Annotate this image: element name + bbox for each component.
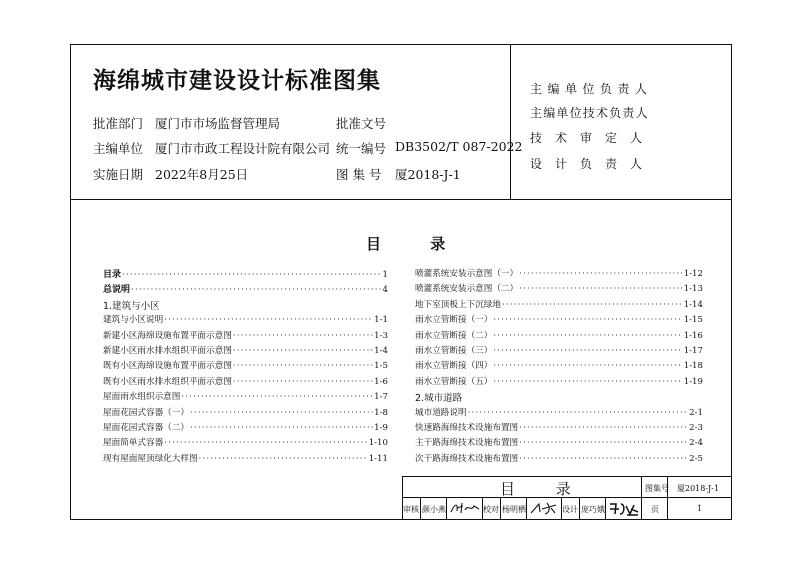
toc-entry-page: 1-3 — [374, 330, 388, 341]
toc-entry — [103, 313, 388, 327]
role-chief-unit-head: 主编单位负责人 — [530, 82, 653, 96]
toc-entry-label: 次干路海绵技术设施布置图 — [415, 453, 519, 464]
title-block-vline — [605, 497, 606, 520]
toc-entry-label: 城市道路说明 — [415, 407, 467, 418]
toc-entry-label: 屋面雨水组织示意图 — [103, 392, 181, 403]
designer-signature — [607, 500, 640, 517]
toc-leader-dots — [164, 315, 373, 325]
toc-entry-label: 总说明 — [103, 285, 131, 296]
code-value: DB3502/T 087-2022 — [395, 139, 523, 154]
toc-entry — [103, 390, 388, 404]
toc-leader-dots — [519, 284, 683, 294]
toc-entry — [103, 452, 388, 466]
toc-entry-page: 1-8 — [374, 407, 388, 418]
toc-entry-label: 快速路海绵技术设施布置图 — [415, 423, 519, 433]
tb-page-value: 1 — [697, 504, 703, 513]
toc-entry-label: 主干路海绵技术设施布置图 — [415, 438, 519, 449]
toc-entry — [103, 267, 388, 281]
toc-entry-label: 喷灌系统安装示意图（一） — [415, 269, 519, 279]
approval-dept-value: 厦门市市场监督管理局 — [155, 116, 281, 131]
toc-entry — [103, 359, 388, 373]
toc-entry — [103, 436, 388, 450]
toc-leader-dots — [233, 331, 373, 341]
title-block-vline — [579, 497, 580, 520]
toc-entry — [415, 344, 703, 358]
toc-entry — [103, 298, 388, 312]
title-block-vline — [526, 497, 527, 520]
code-label: 统一编号 — [336, 141, 387, 156]
date-value: 2022年8月25日 — [155, 167, 249, 182]
toc-entry-page: 1-10 — [368, 438, 388, 449]
editor-value: 厦门市市政工程设计院有限公司 — [155, 141, 331, 156]
toc-leader-dots — [493, 331, 682, 341]
tb-page-label: 页 — [651, 505, 659, 514]
toc-entry-page: 1-5 — [374, 361, 388, 372]
tb-review-name: 颜小燕 — [422, 505, 446, 514]
toc-leader-dots — [493, 315, 682, 325]
toc-leader-dots — [468, 408, 689, 418]
title-block-vline — [641, 476, 642, 520]
toc-leader-dots — [190, 408, 373, 418]
toc-entry — [415, 421, 703, 435]
checker-signature — [529, 500, 559, 516]
toc-leader-dots — [233, 361, 373, 371]
title-block-vline — [420, 497, 421, 520]
toc-leader-dots — [181, 392, 373, 402]
toc-entry-label: 2.城市道路 — [415, 393, 463, 405]
toc-entry-page: 2-3 — [689, 423, 703, 433]
toc-entry-page: 1-17 — [683, 346, 703, 356]
toc-entry-label: 屋面简单式容器 — [103, 438, 164, 449]
toc-leader-dots — [493, 361, 682, 371]
editor-label: 主编单位 — [93, 141, 144, 156]
toc-entry — [415, 329, 703, 343]
toc-leader-dots — [519, 269, 683, 279]
toc-entry-page: 1-16 — [683, 330, 703, 341]
toc-entry-page: 1-1 — [374, 315, 388, 326]
toc-entry-page: 1-19 — [683, 376, 703, 387]
toc-entry-label: 雨水立管断接（一） — [415, 315, 493, 326]
toc-entry-page: 1-9 — [374, 423, 388, 433]
title-block-vline — [500, 497, 501, 520]
toc-leader-dots — [233, 377, 373, 387]
toc-entry-label: 新建小区海绵设施布置平面示意图 — [103, 330, 232, 341]
approval-doc-label: 批准文号 — [336, 116, 387, 131]
tb-review-label: 审核 — [403, 505, 419, 514]
tb-atlas-value: 厦2018-J-1 — [677, 484, 720, 493]
toc-entry-label: 地下室顶板上下沉绿地 — [415, 299, 501, 310]
tb-design-label: 设计 — [562, 505, 578, 514]
toc-entry-label: 雨水立管断接（四） — [415, 361, 493, 372]
toc-entry — [103, 282, 388, 296]
toc-entry — [103, 421, 388, 435]
toc-entry — [415, 452, 703, 466]
toc-leader-dots — [519, 454, 688, 464]
toc-entry — [415, 282, 703, 296]
toc-entry — [415, 406, 703, 420]
toc-entry-label: 既有小区雨水排水组织平面示意图 — [103, 376, 232, 387]
tb-check-label: 校对 — [483, 505, 499, 514]
approval-dept-label: 批准部门 — [93, 116, 144, 131]
header-divider — [70, 199, 732, 200]
toc-entry — [103, 344, 388, 358]
toc-entry-page: 1-6 — [374, 376, 388, 387]
date-label: 实施日期 — [93, 167, 144, 182]
toc-title: 目 录 — [366, 235, 468, 253]
sheet-title: 目 录 — [500, 480, 589, 498]
toc-entry-page: 4 — [382, 285, 388, 296]
toc-entry-label: 雨水立管断接（五） — [415, 376, 493, 387]
toc-leader-dots — [190, 423, 373, 433]
toc-entry — [415, 390, 703, 404]
toc-entry-page: 1-4 — [374, 346, 388, 356]
toc-leader-dots — [519, 438, 688, 448]
toc-entry-label: 既有小区海绵设施布置平面示意图 — [103, 361, 232, 372]
toc-entry-label: 目录 — [103, 270, 122, 280]
toc-entry-page: 1-12 — [683, 269, 703, 279]
toc-entry-label: 屋面花园式容器（一） — [103, 407, 189, 418]
toc-entry — [103, 406, 388, 420]
toc-leader-dots — [502, 300, 683, 310]
toc-entry — [103, 329, 388, 343]
toc-entry — [103, 375, 388, 389]
atlas-title: 海绵城市建设设计标准图集 — [93, 68, 381, 94]
toc-entry-page: 1-13 — [683, 284, 703, 295]
toc-entry-label: 屋面花园式容器（二） — [103, 423, 189, 433]
toc-entry — [415, 375, 703, 389]
toc-leader-dots — [122, 270, 382, 280]
title-block-vline — [446, 497, 447, 520]
toc-entry-page: 1 — [382, 270, 388, 280]
toc-entry — [415, 298, 703, 312]
toc-entry-label: 新建小区雨水排水组织平面示意图 — [103, 346, 232, 356]
toc-leader-dots — [131, 285, 382, 295]
toc-entry-label: 现有屋面屋顶绿化大样图 — [103, 453, 198, 464]
toc-leader-dots — [233, 346, 373, 356]
tb-atlas-label: 图集号 — [645, 484, 669, 493]
toc-entry-label: 喷灌系统安装示意图（二） — [415, 284, 519, 295]
toc-entry-page: 1-7 — [374, 392, 388, 403]
toc-entry-page: 1-14 — [683, 299, 703, 310]
toc-leader-dots — [164, 438, 368, 448]
toc-entry-page: 2-5 — [689, 453, 703, 464]
toc-entry-label: 雨水立管断接（二） — [415, 330, 493, 341]
tb-check-name: 杨明栖 — [502, 505, 526, 514]
role-chief-tech-head: 主编单位技术负责人 — [530, 106, 649, 120]
header-vertical-divider — [510, 44, 511, 199]
toc-entry-page: 1-15 — [683, 315, 703, 326]
toc-entry — [415, 313, 703, 327]
toc-entry-label: 建筑与小区说明 — [103, 315, 164, 326]
toc-entry-page: 2-1 — [689, 407, 703, 418]
role-design-head: 设计负责人 — [530, 157, 656, 171]
reviewer-signature — [449, 500, 481, 516]
role-tech-reviewer: 技术审定人 — [530, 131, 656, 145]
toc-entry-page: 1-18 — [683, 361, 703, 372]
toc-entry — [415, 436, 703, 450]
toc-leader-dots — [199, 454, 368, 464]
toc-entry — [415, 359, 703, 373]
toc-leader-dots — [493, 377, 682, 387]
toc-entry-page: 1-11 — [368, 453, 388, 464]
tb-design-name: 庞巧娥 — [581, 505, 605, 514]
toc-entry — [415, 267, 703, 281]
toc-entry-label: 1.建筑与小区 — [103, 300, 160, 312]
toc-entry-page: 2-4 — [689, 438, 703, 449]
toc-leader-dots — [493, 346, 682, 356]
atlas-number-value: 厦2018-J-1 — [395, 167, 461, 182]
toc-entry-label: 雨水立管断接（三） — [415, 346, 493, 356]
toc-leader-dots — [519, 423, 688, 433]
atlas-number-label: 图 集 号 — [336, 167, 382, 182]
